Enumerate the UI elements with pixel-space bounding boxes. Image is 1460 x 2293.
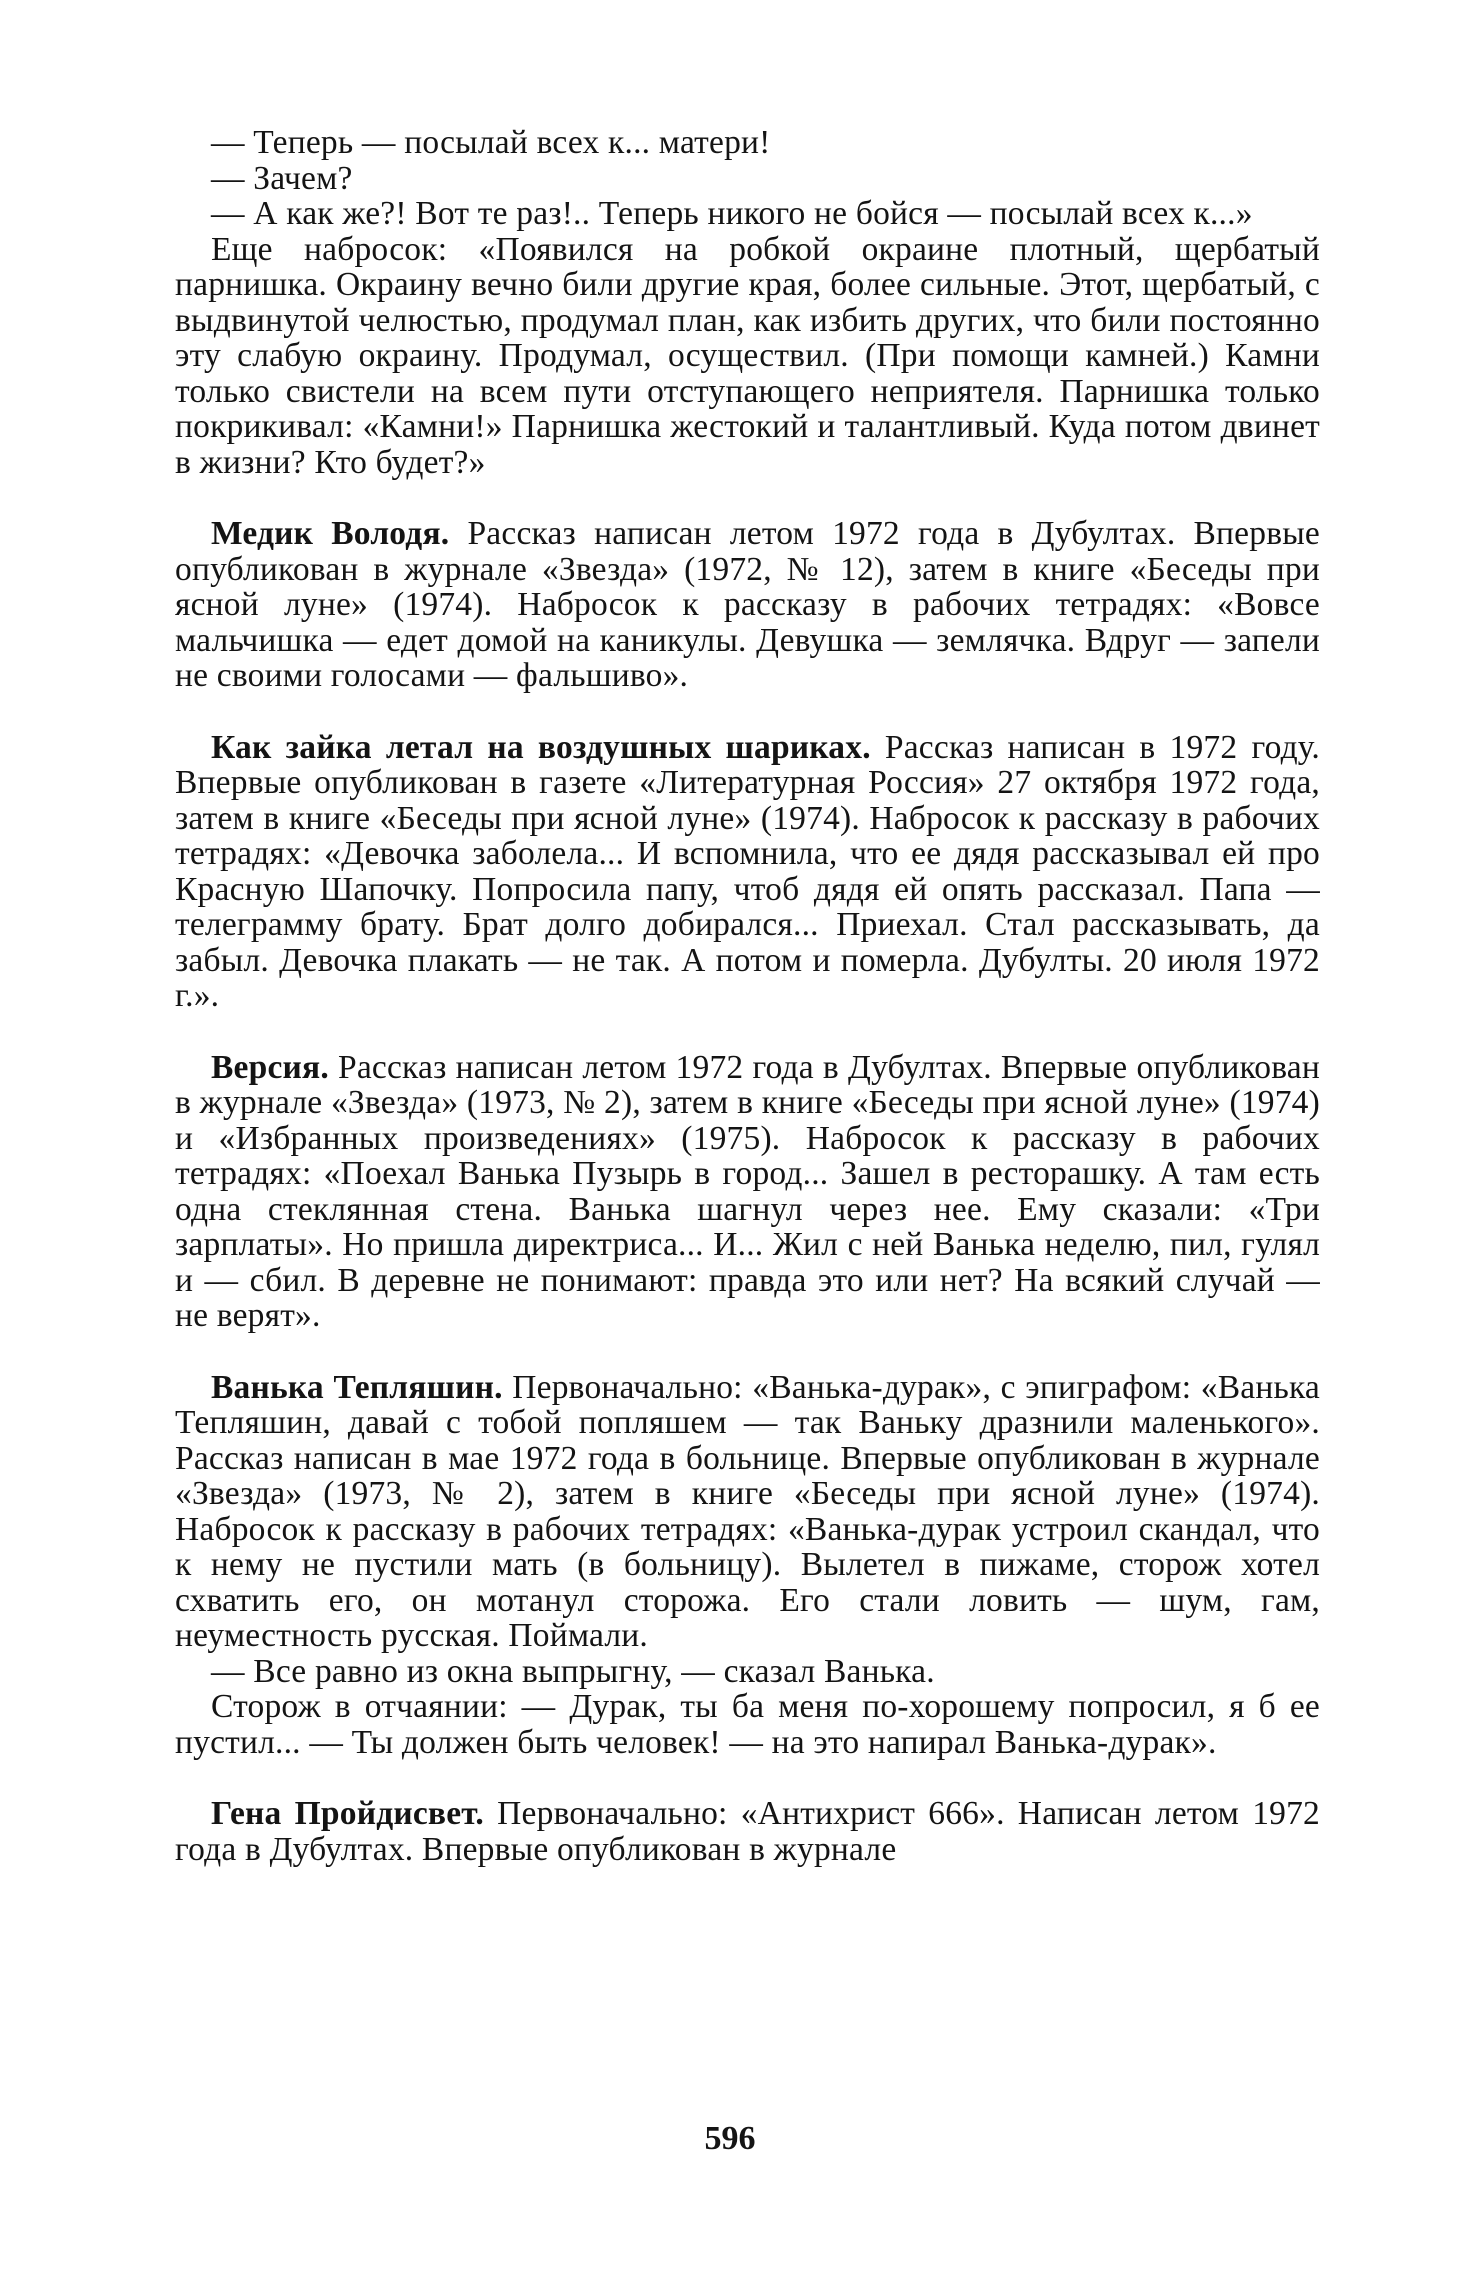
entry-text: Первоначально: «Ванька-дурак», с эпиграфом: «Ванька Тепляшин, давай с тобой попляшем — так Ваньку дразнили маленького». Рассказ написан в мае 1972 года в больнице. Впервые опубликован в журнале «Звезда» (1973, № 2), затем в книге «Беседы при ясной луне» (1974). Набросок к рассказу в рабочих тетрадях: «Ванька-дурак устроил скандал, что к нему не пустили мать (в больницу). Вылетел в пижаме, сторож хотел схватить его, он мотанул сторожа. Его стали ловить — шум, гам, неуместность русская. Поймали. — [175, 1368, 1320, 1654]
entry-text: Рассказ написан летом 1972 года в Дубултах. Впервые опубликован в журнале «Звезда» (1972, № 12), затем в книге «Беседы при ясной луне» (1974). Набросок к рассказу в рабочих тетрадях: «Вовсе мальчишка — едет домой на каникулы. Девушка — землячка. Вдруг — запели не своими голосами — фальшиво». — [175, 515, 1320, 694]
entry-title: Гена Пройдисвет. — [211, 1795, 484, 1832]
entry-text: Рассказ написан летом 1972 года в Дубултах. Впервые опубликован в журнале «Звезда» (1973, № 2), затем в книге «Беседы при ясной луне» (1974) и «Избранных произведениях» (1975). Набросок к рассказу в рабочих тетрадях: «Поехал Ванька Пузырь в город... Зашел в ресторашку. А там есть одна стеклянная стена. Ванька шагнул через нее. Ему сказали: «Три зарплаты». Но пришла директриса... И... Жил с ней Ванька неделю, пил, гулял и — сбил. В деревне не понимают: правда это или нет? На всякий случай — не верят». — [175, 1048, 1320, 1334]
dialogue-line: — Зачем? — [211, 159, 353, 197]
commentary-entry — [175, 1050, 1320, 1334]
entry-title: Ванька Тепляшин. — [211, 1368, 503, 1406]
entry-title: Медик Володя. — [211, 515, 450, 552]
entry-title: Версия. — [211, 1048, 329, 1086]
entry-text: Первоначально: «Антихрист 666». Написан летом 1972 года в Дубултах. Впервые опубликован в журнале — [175, 1795, 1320, 1868]
commentary-entry — [175, 1796, 1320, 1867]
dialogue-line: — Все равно из окна выпрыгну, — сказал Ванька. — [211, 1652, 935, 1690]
commentary-entry — [175, 516, 1320, 694]
commentary-entry — [175, 730, 1320, 1014]
entry-text: Рассказ написан в 1972 году. Впервые опубликован в газете «Литературная Россия» 27 октября 1972 года, затем в книге «Беседы при ясной луне» (1974). Набросок к рассказу в рабочих тетрадях: «Девочка заболела... И вспомнила, что ее дядя рассказывал ей про Красную Шапочку. Попросила папу, чтоб дядя ей опять рассказал. Папа — телеграмму брату. Брат долго добирался... Приехал. Стал рассказывать, да забыл. Девочка плакать — не так. А потом и померла. Дубулты. 20 июля 1972 г.». — [175, 728, 1320, 1014]
dialogue-line: — А как же?! Вот те раз!.. Теперь никого не бойся — посылай всех к...» — [211, 195, 1253, 232]
page-body — [175, 125, 1320, 1867]
page-number: 596 — [704, 2120, 756, 2157]
entry-title: Как зайка летал на воздушных шариках. — [211, 728, 871, 766]
sketch-paragraph: Еще набросок: «Появился на робкой окраине плотный, щербатый парнишка. Окраину вечно били другие края, более сильные. Этот, щербатый, с выдвинутой челюстью, продумал план, как избить других, что били постоянно эту слабую окраину. Продумал, осуществил. (При помощи камней.) Камни только свистели на всем пути отступающего неприятеля. Парнишка только покрикивал: «Камни!» Парнишка жестокий и талантливый. Куда потом двинет в жизни? Кто будет?» — [175, 230, 1320, 481]
entry-text: Сторож в отчаянии: — Дурак, ты ба меня по-хорошему попросил, я б ее пустил... — Ты должен быть человек! — на это напирал Ванька-дурак». — [175, 1688, 1320, 1761]
commentary-entry — [175, 1370, 1320, 1654]
dialogue-line: — Теперь — посылай всех к... матери! — [211, 124, 771, 161]
